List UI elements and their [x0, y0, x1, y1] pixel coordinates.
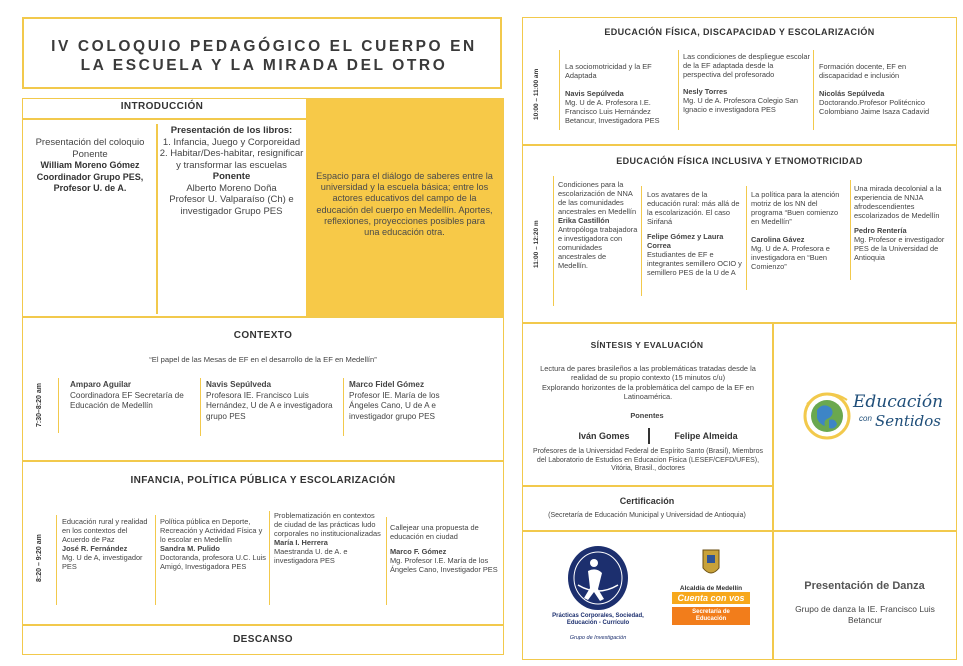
- discapacidad-item: [565, 62, 675, 125]
- divider: [22, 460, 504, 462]
- infancia-bar: [269, 511, 270, 605]
- discapacidad-bar: [559, 50, 560, 130]
- discapacidad-item: [683, 52, 811, 114]
- item-desc: Maestranda U. de A. e investigadora PES: [274, 547, 348, 565]
- item-name: Erika Castillón: [558, 216, 610, 225]
- inclusiva-bar: [641, 186, 642, 296]
- infancia-item: [390, 523, 498, 574]
- inclusiva-bar: [850, 180, 851, 280]
- item-topic: Educación rural y realidad en los contextos del Acuerdo de Paz: [62, 517, 148, 544]
- divider: [522, 144, 957, 146]
- intro-col1-name: William Moreno Gómez: [40, 160, 140, 170]
- danza-title: Presentación de Danza: [804, 580, 925, 592]
- contexto-quote: “El papel de las Mesas de EF en el desarrollo de la EF en Medellín”: [149, 355, 377, 364]
- divider: [648, 428, 650, 444]
- discapacidad-item: [819, 62, 949, 116]
- infancia-title: INFANCIA, POLÍTICA PÚBLICA Y ESCOLARIZACIÓN: [130, 475, 396, 486]
- intro-col2-book1: 1. Infancia, Juego y Corporeidad: [162, 136, 301, 148]
- speaker-name: Marco Fidel Gómez: [349, 380, 425, 389]
- item-desc: Mg. U de A. Profesora e investigadora en “Buen Comienzo”: [751, 244, 830, 271]
- item-topic: Política pública en Deporte, Recreación y Actividad Física y lo escolar en Medellín: [160, 517, 263, 544]
- discapacidad-bar: [678, 50, 679, 130]
- contexto-bar: [200, 378, 201, 436]
- item-name: Nesly Torres: [683, 87, 728, 96]
- sintesis-desc: Profesores de la Universidad Federal de Espírito Santo (Brasil), Miembros del Laboratorio de Estudios en Educacion Fisica (LESEF/CEFD/UFES), Vitória, Brasil., doctores: [533, 448, 763, 473]
- item-topic: La política para la atención motriz de los NN del programa “Buen comienzo en Medellín”: [751, 190, 840, 226]
- logo-line1: Educación: [853, 392, 944, 412]
- item-desc: Mg. Profesor I.E. María de los Ángeles Cano, Investigador PES: [390, 556, 498, 574]
- sintesis-speaker1: Iván Gomes: [578, 431, 630, 441]
- introduccion-title: INTRODUCCIÓN: [120, 101, 204, 112]
- item-name: Sandra M. Pulido: [160, 544, 220, 553]
- infancia-time: 8:20 – 9:20 am: [36, 534, 43, 582]
- intro-highlight-text: Espacio para el diálogo de saberes entre la universidad y la escuela básica; entre los actores educativos del campo de la educación del cuerpo en Medellín. Aportes, reflexiones, proyecciones posibles para una educación otra.: [316, 171, 493, 238]
- inclusiva-item: [751, 190, 847, 271]
- infancia-bar: [155, 515, 156, 605]
- item-name: Pedro Rentería: [854, 226, 907, 235]
- infancia-bar: [56, 515, 57, 605]
- divider: [772, 322, 774, 660]
- ef-discapacidad-time: 10:00 – 11:00 am: [533, 68, 540, 120]
- item-desc: Mg. U de A, investigador PES: [62, 553, 143, 571]
- divider: [156, 124, 158, 314]
- contexto-speaker: [206, 380, 338, 422]
- item-desc: Mg. U de A. Profesora Colegio San Ignacio e investigadora PES: [683, 96, 799, 114]
- intro-col2: [159, 125, 304, 217]
- discapacidad-bar: [813, 50, 814, 130]
- speaker-name: Amparo Aguilar: [70, 380, 132, 389]
- item-topic: Callejear una propuesta de educación en ciudad: [390, 523, 479, 541]
- divider: [522, 530, 957, 532]
- alcaldia-line3: Secretaría de Educación: [672, 607, 750, 625]
- infancia-bar: [386, 517, 387, 605]
- item-desc: Mg. U de A. Profesora I.E. Francisco Luis Hernández Betancur, Investigadora PES: [565, 98, 660, 125]
- title-box: [22, 17, 502, 89]
- logo-line2: Sentidos: [875, 412, 941, 430]
- infancia-item: [274, 511, 384, 565]
- divider: [22, 624, 504, 626]
- intro-col1: [30, 137, 150, 195]
- item-topic: Problematización en contextos de ciudad de las prácticas ludo corporales no institucionalizadas: [274, 511, 381, 538]
- divider: [22, 316, 504, 318]
- item-desc: Doctorando.Profesor Politécnico Colombiano Jaime Isaza Cadavid: [819, 98, 930, 116]
- item-topic: Una mirada decolonial a la experiencia de NNJA afrodescendientes escolarizados de Medellín: [854, 184, 942, 220]
- infancia-item: [160, 517, 266, 571]
- certificacion-text: (Secretaría de Educación Municipal y Universidad de Antioquia): [548, 512, 746, 519]
- intro-highlight: [306, 99, 503, 316]
- speaker-name: Navis Sepúlveda: [206, 380, 272, 389]
- item-name: Marco F. Gómez: [390, 547, 447, 556]
- pes-logo: [548, 545, 648, 645]
- item-topic: Formación docente, EF en discapacidad e inclusión: [819, 62, 907, 80]
- item-desc: Mg. Profesor e investigador PES de la Universidad de Antioquia: [854, 235, 945, 262]
- intro-col2-book2: 2. Habitar/Des-habitar, resignificar y transformar las escuelas: [159, 148, 304, 171]
- inclusiva-item: [647, 190, 742, 277]
- contexto-bar: [58, 378, 59, 433]
- sintesis-title: SÍNTESIS Y EVALUACIÓN: [590, 340, 704, 350]
- item-topic: Los avatares de la educación rural: más allá de la escolarización. El caso Sirifaná: [647, 190, 740, 226]
- contexto-speaker: [349, 380, 469, 422]
- alcaldia-line2: Cuenta con vos: [672, 592, 750, 604]
- sintesis-text2: Explorando horizontes de la problemática del campo de la EF en Latinoamérica.: [542, 383, 754, 401]
- intro-col1-line1: Presentación del coloquio: [35, 137, 145, 148]
- speaker-desc: Profesora IE. Francisco Luis Hernández, U de A e investigadora grupo PES: [206, 390, 333, 421]
- item-name: Felipe Gómez y Laura Correa: [647, 232, 724, 250]
- ef-inclusiva-title: EDUCACIÓN FÍSICA INCLUSIVA Y ETNOMOTRICIDAD: [616, 156, 863, 166]
- item-name: Navis Sepúlveda: [565, 89, 624, 98]
- logo-con: con: [859, 414, 872, 423]
- contexto-speaker: [70, 380, 198, 412]
- alcaldia-logo: [672, 548, 750, 628]
- infancia-item: [62, 517, 154, 571]
- item-name: Carolina Gávez: [751, 235, 805, 244]
- contexto-bar: [343, 378, 344, 436]
- divider: [522, 485, 772, 487]
- sintesis-ponentes: Ponentes: [630, 411, 664, 420]
- ef-discapacidad-title: EDUCACIÓN FÍSICA, DISCAPACIDAD Y ESCOLARIZACIÓN: [604, 27, 875, 37]
- item-topic: Condiciones para la escolarización de NNA de las comunidades ancestrales en Medellín: [558, 180, 637, 216]
- contexto-time: 7:30–8:20 am: [36, 383, 43, 427]
- intro-col2-affil: Profesor U. Valparaíso (Ch) e investigador Grupo PES: [169, 194, 294, 217]
- educacion-con-sentidos-logo: [795, 380, 945, 455]
- inclusiva-bar: [553, 176, 554, 306]
- item-topic: Las condiciones de despliegue escolar de la EF adaptada desde la perspectiva del profesorado: [683, 52, 810, 79]
- sintesis-text1: Lectura de pares brasileños a las problemáticas tratadas desde la realidad de su propio contexto (15 minutos c/u): [540, 364, 756, 382]
- intro-col1-role: Ponente: [72, 148, 108, 160]
- intro-col1-affil: Coordinador Grupo PES, Profesor U. de A.: [36, 171, 144, 193]
- item-desc: Doctoranda, profesora U.C. Luis Amigó, Investigadora PES: [160, 553, 266, 571]
- divider: [22, 118, 306, 120]
- intro-col2-name: Alberto Moreno Doña: [186, 182, 277, 194]
- ef-inclusiva-time: 11:00 – 12:20 m: [533, 220, 540, 268]
- item-desc: Antropóloga trabajadora e investigadora con comunidades ancestrales de Medellín.: [558, 225, 638, 270]
- item-topic: La sociomotricidad y la EF Adaptada: [565, 62, 652, 80]
- intro-col2-heading: Presentación de los libros:: [170, 125, 293, 136]
- item-name: José R. Fernández: [62, 544, 128, 553]
- main-title: IV COLOQUIO PEDAGÓGICO EL CUERPO EN LA ESCUELA Y LA MIRADA DEL OTRO: [51, 38, 477, 74]
- speaker-desc: Profesor IE. María de los Ángeles Cano, U de A e investigador grupo PES: [349, 390, 440, 421]
- descanso-title: DESCANSO: [233, 634, 293, 645]
- alcaldia-line1: Alcaldía de Medellín: [679, 585, 743, 592]
- danza-text: Grupo de danza la IE. Francisco Luis Betancur: [795, 604, 935, 625]
- contexto-title: CONTEXTO: [233, 330, 293, 341]
- inclusiva-bar: [746, 186, 747, 290]
- pes-logo-text: Prácticas Corporales, Sociedad, Educación - Currículo: [552, 613, 644, 626]
- item-desc: Estudiantes de EF e integrantes semillero OCIO y semillero PES de la U de A: [647, 250, 742, 277]
- pes-logo-sub: Grupo de Investigación: [569, 635, 627, 641]
- pes-logo-icon: [548, 545, 648, 615]
- sintesis-speaker2: Felipe Almeida: [674, 431, 738, 441]
- certificacion-title: Certificación: [619, 496, 675, 506]
- item-name: Nicolás Sepúlveda: [819, 89, 885, 98]
- speaker-desc: Coordinadora EF Secretaría de Educación de Medellín: [70, 390, 184, 410]
- divider: [522, 322, 957, 324]
- coat-of-arms-icon: [672, 548, 750, 580]
- intro-col2-role: Ponente: [212, 171, 251, 182]
- item-name: María I. Herrera: [274, 538, 328, 547]
- inclusiva-item: [558, 180, 638, 270]
- inclusiva-item: [854, 184, 950, 262]
